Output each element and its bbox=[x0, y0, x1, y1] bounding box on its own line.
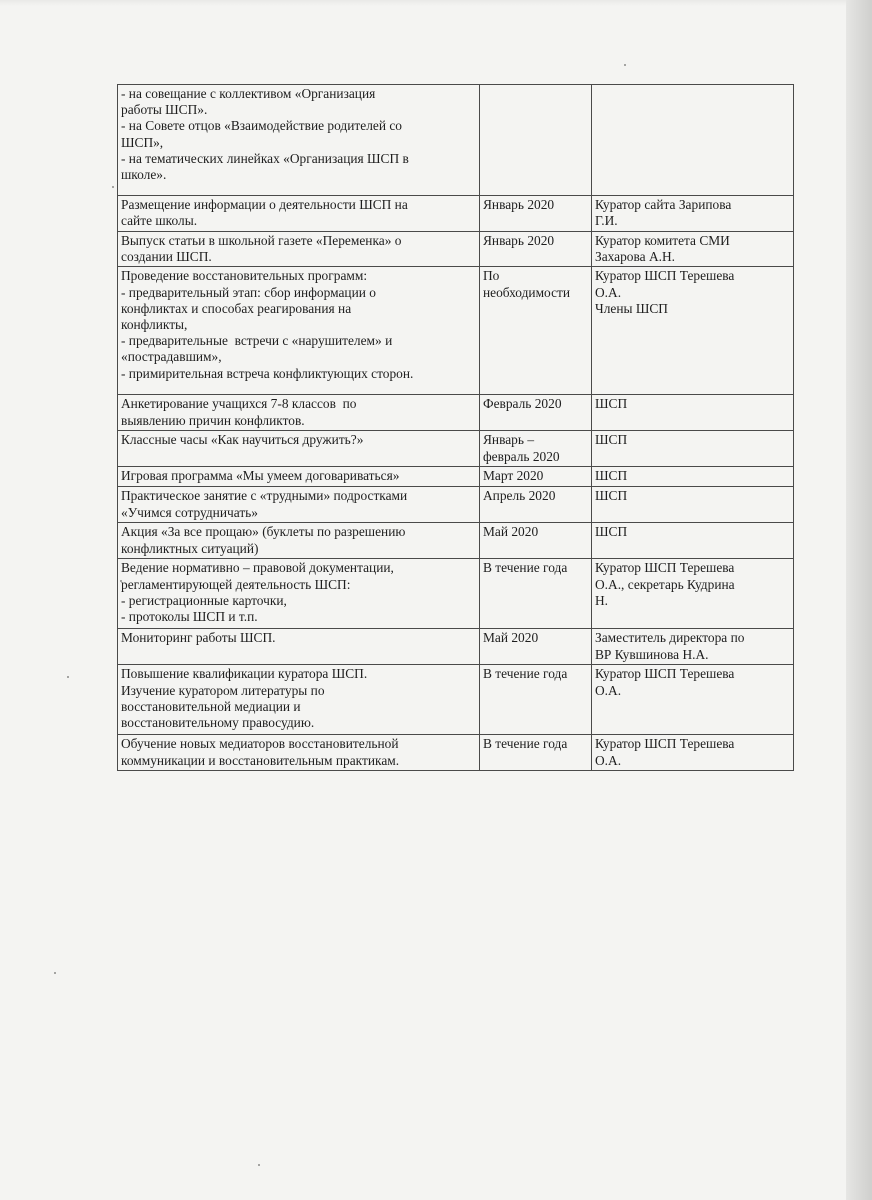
date-text-line: В течение года bbox=[483, 666, 568, 682]
date-text-line: Январь 2020 bbox=[483, 197, 555, 212]
table-row bbox=[118, 559, 794, 629]
date-cell bbox=[480, 487, 592, 523]
table-row bbox=[118, 523, 794, 559]
responsible-text-line: Куратор ШСП Терешева bbox=[595, 666, 735, 682]
event-text-line: Ведение нормативно – правовой документации, bbox=[121, 560, 394, 576]
responsible-text-line: ШСП bbox=[595, 432, 628, 448]
responsible-text-line: Н. bbox=[595, 592, 609, 608]
event-text-line: Выпуск статьи в школьной газете «Переменка» о bbox=[121, 233, 402, 248]
table-row bbox=[118, 85, 794, 196]
responsible-text-line: ШСП bbox=[595, 488, 628, 504]
responsible-cell bbox=[592, 487, 794, 523]
scan-speck bbox=[67, 676, 69, 678]
date-cell bbox=[480, 395, 592, 431]
date-cell bbox=[480, 431, 592, 467]
date-text-line: Март 2020 bbox=[483, 468, 544, 484]
table-row bbox=[118, 232, 794, 267]
date-cell bbox=[480, 523, 592, 559]
date-text-line: необходимости bbox=[483, 284, 571, 300]
event-cell bbox=[118, 85, 480, 196]
table-row bbox=[118, 487, 794, 523]
date-cell bbox=[480, 735, 592, 771]
responsible-cell bbox=[592, 431, 794, 467]
event-cell bbox=[118, 431, 480, 467]
scan-top-shadow bbox=[0, 0, 872, 6]
responsible-text-line: Захарова А.Н. bbox=[595, 249, 675, 265]
responsible-text-line: ШСП bbox=[595, 468, 628, 484]
date-cell bbox=[480, 196, 592, 232]
event-cell bbox=[118, 467, 480, 487]
event-text-line: - регистрационные карточки, bbox=[121, 592, 287, 608]
date-text-line: В течение года bbox=[483, 736, 568, 752]
responsible-cell bbox=[592, 267, 794, 395]
event-text-line: восстановительному правосудию. bbox=[121, 715, 315, 731]
responsible-cell bbox=[592, 559, 794, 629]
responsible-text-line: Члены ШСП bbox=[595, 300, 668, 316]
event-text-line: сайте школы. bbox=[121, 213, 198, 229]
date-cell bbox=[480, 629, 592, 665]
responsible-text-line: Куратор комитета СМИ bbox=[595, 233, 730, 248]
responsible-cell bbox=[592, 523, 794, 559]
event-text-line: - примирительная встреча конфликтующих сторон. bbox=[121, 365, 414, 381]
event-text-line: «пострадавшим», bbox=[121, 349, 222, 365]
table-row bbox=[118, 431, 794, 467]
date-cell bbox=[480, 665, 592, 735]
event-text-line: конфликтных ситуаций) bbox=[121, 540, 259, 556]
responsible-text-line: О.А. bbox=[595, 284, 622, 300]
event-text-line: - на Совете отцов «Взаимодействие родителей со bbox=[121, 118, 402, 134]
event-cell bbox=[118, 196, 480, 232]
event-text-line: регламентирующей деятельность ШСП: bbox=[121, 576, 351, 592]
event-text-line: - предварительный этап: сбор информации о bbox=[121, 284, 376, 300]
event-text-line: коммуникации и восстановительным практикам. bbox=[121, 752, 400, 768]
event-text-line: ШСП», bbox=[121, 134, 164, 150]
event-text-line: Классные часы «Как научиться дружить?» bbox=[121, 432, 364, 448]
date-text-line: Апрель 2020 bbox=[483, 488, 556, 504]
event-text-line: Игровая программа «Мы умеем договариваться» bbox=[121, 468, 400, 484]
responsible-cell bbox=[592, 196, 794, 232]
responsible-text-line: ШСП bbox=[595, 524, 628, 540]
date-text-line: Февраль 2020 bbox=[483, 396, 562, 412]
event-text-line: конфликты, bbox=[121, 317, 188, 333]
responsible-cell bbox=[592, 735, 794, 771]
event-text-line: Размещение информации о деятельности ШСП на bbox=[121, 197, 408, 212]
event-cell bbox=[118, 523, 480, 559]
event-text-line: Изучение куратором литературы по bbox=[121, 682, 325, 698]
event-cell bbox=[118, 267, 480, 395]
event-text-line: восстановительной медиации и bbox=[121, 698, 301, 714]
responsible-cell bbox=[592, 467, 794, 487]
date-text-line: В течение года bbox=[483, 560, 568, 576]
responsible-text-line: ВР Кувшинова Н.А. bbox=[595, 646, 709, 662]
event-cell bbox=[118, 665, 480, 735]
responsible-text-line: О.А. bbox=[595, 682, 622, 698]
scan-right-edge bbox=[846, 0, 872, 1200]
event-text-line: Акция «За все прощаю» (буклеты по разрешению bbox=[121, 524, 406, 540]
event-text-line: Практическое занятие с «трудными» подростками bbox=[121, 488, 408, 504]
responsible-text-line: Куратор ШСП Терешева bbox=[595, 560, 735, 576]
date-text-line: Май 2020 bbox=[483, 630, 539, 646]
event-text-line: - на тематических линейках «Организация ШСП в bbox=[121, 150, 409, 166]
responsible-text-line: О.А. bbox=[595, 752, 622, 768]
table-row bbox=[118, 665, 794, 735]
event-text-line: работы ШСП». bbox=[121, 102, 208, 118]
table-row bbox=[118, 196, 794, 232]
responsible-cell bbox=[592, 232, 794, 267]
event-cell bbox=[118, 395, 480, 431]
date-cell bbox=[480, 85, 592, 196]
date-text-line: февраль 2020 bbox=[483, 448, 560, 464]
event-text-line: - на совещание с коллективом «Организация bbox=[121, 86, 376, 101]
date-cell bbox=[480, 467, 592, 487]
responsible-cell bbox=[592, 629, 794, 665]
responsible-text-line: Куратор ШСП Терешева bbox=[595, 736, 735, 752]
responsible-text-line: Куратор ШСП Терешева bbox=[595, 268, 735, 284]
event-cell bbox=[118, 559, 480, 629]
event-text-line: Мониторинг работы ШСП. bbox=[121, 630, 276, 646]
date-cell bbox=[480, 267, 592, 395]
event-text-line: конфликтах и способах реагирования на bbox=[121, 300, 352, 316]
event-text-line: Повышение квалификации куратора ШСП. bbox=[121, 666, 368, 682]
date-cell bbox=[480, 559, 592, 629]
date-text-line: Январь – bbox=[483, 432, 535, 448]
event-text-line: - предварительные встречи с «нарушителем» и bbox=[121, 333, 393, 349]
responsible-text-line: Куратор сайта Зарипова bbox=[595, 197, 732, 212]
responsible-cell bbox=[592, 395, 794, 431]
event-text-line: Обучение новых медиаторов восстановительной bbox=[121, 736, 399, 752]
responsible-text-line: О.А., секретарь Кудрина bbox=[595, 576, 735, 592]
date-text-line: Май 2020 bbox=[483, 524, 539, 540]
scan-speck bbox=[54, 972, 56, 974]
event-text-line: создании ШСП. bbox=[121, 249, 212, 265]
table-row bbox=[118, 267, 794, 395]
scan-speck bbox=[112, 186, 114, 188]
responsible-text-line: Заместитель директора по bbox=[595, 630, 745, 646]
scan-speck bbox=[624, 64, 626, 66]
event-cell bbox=[118, 735, 480, 771]
responsible-cell bbox=[592, 85, 794, 196]
table-row bbox=[118, 735, 794, 771]
event-text-line: - протоколы ШСП и т.п. bbox=[121, 609, 258, 625]
event-text-line: «Учимся сотрудничать» bbox=[121, 504, 258, 520]
responsible-cell bbox=[592, 665, 794, 735]
event-text-line: выявлению причин конфликтов. bbox=[121, 412, 305, 428]
event-text-line: школе». bbox=[121, 167, 167, 183]
event-cell bbox=[118, 487, 480, 523]
event-cell bbox=[118, 232, 480, 267]
date-text-line: Январь 2020 bbox=[483, 233, 555, 248]
plan-table bbox=[117, 84, 794, 771]
event-text-line: Анкетирование учащихся 7-8 классов по bbox=[121, 396, 357, 412]
date-cell bbox=[480, 232, 592, 267]
date-text-line: По bbox=[483, 268, 500, 284]
responsible-text-line: Г.И. bbox=[595, 213, 618, 229]
scan-speck bbox=[258, 1164, 260, 1166]
table-row bbox=[118, 629, 794, 665]
plan-table-body bbox=[118, 85, 794, 771]
responsible-text-line: ШСП bbox=[595, 396, 628, 412]
table-row bbox=[118, 395, 794, 431]
event-text-line: Проведение восстановительных программ: bbox=[121, 268, 368, 284]
table-row bbox=[118, 467, 794, 487]
event-cell bbox=[118, 629, 480, 665]
